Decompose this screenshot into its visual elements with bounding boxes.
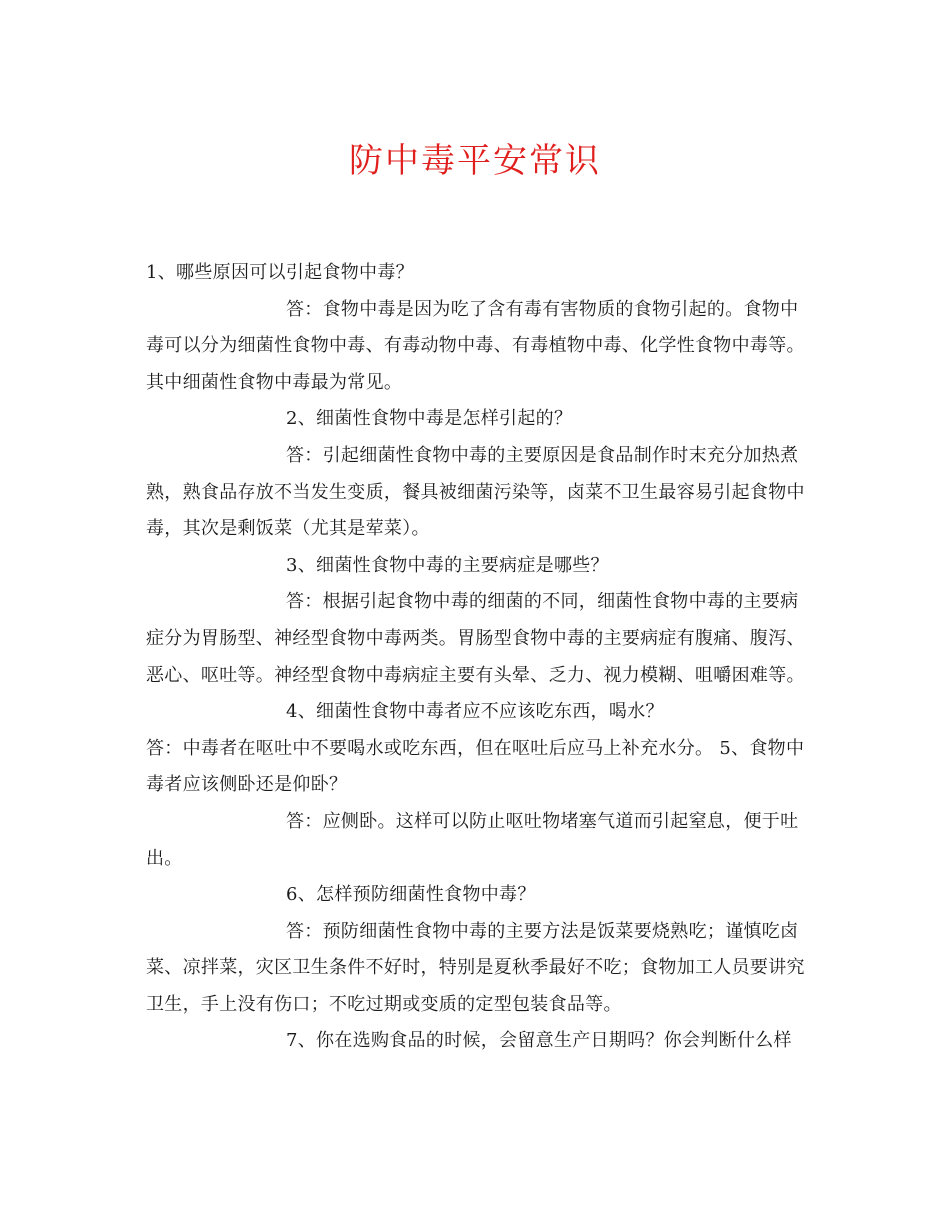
document-title: 防中毒平安常识 <box>349 141 601 181</box>
paragraph-q1: 1、哪些原因可以引起食物中毒？ <box>146 262 414 283</box>
paragraph-q2: 2、细菌性食物中毒是怎样引起的？ <box>286 408 573 430</box>
paragraph-a6: 答：预防细菌性食物中毒的主要方法是饭菜要烧熟吃；谨慎吃卤菜、凉拌菜，灾区卫生条件不好时，特别是夏秋季最好不吃；食物加工人员要讲究卫生，手上没有伤口；不吃过期或变质的定型包装食品等。 <box>146 920 805 1015</box>
paragraph-q6: 6、怎样预防细菌性食物中毒？ <box>286 884 536 906</box>
paragraph-a3: 答：根据引起食物中毒的细菌的不同，细菌性食物中毒的主要病症分为胃肠型、神经型食物中毒两类。胃肠型食物中毒的主要病症有腹痛、腹泻、恶心、呕吐等。神经型食物中毒病症主要有头晕、乏力、视力模糊、咀嚼困难等。 <box>146 591 805 686</box>
paragraph-a5: 答：应侧卧。这样可以防止呕吐物堵塞气道而引起窒息，便于吐出。 <box>146 810 799 869</box>
paragraph-q7: 7、你在选购食品的时候，会留意生产日期吗？你会判断什么样 <box>286 1030 792 1052</box>
paragraph-q3: 3、细菌性食物中毒的主要病症是哪些？ <box>286 554 609 576</box>
paragraph-a4-q5: 答：中毒者在呕吐中不要喝水或吃东西，但在呕吐后应马上补充水分。 5、食物中毒者应该侧卧还是仰卧？ <box>146 737 805 796</box>
paragraph-q4: 4、细菌性食物中毒者应不应该吃东西，喝水？ <box>286 701 664 723</box>
document-body <box>146 255 806 1060</box>
paragraph-a2: 答：引起细菌性食物中毒的主要原因是食品制作时末充分加热煮熟，熟食品存放不当发生变质，餐具被细菌污染等，卤菜不卫生最容易引起食物中毒，其次是剩饭菜（尤其是荤菜）。 <box>146 444 805 540</box>
paragraph-a1: 答：食物中毒是因为吃了含有毒有害物质的食物引起的。食物中毒可以分为细菌性食物中毒、有毒动物中毒、有毒植物中毒、化学性食物中毒等。其中细菌性食物中毒最为常见。 <box>146 298 805 393</box>
